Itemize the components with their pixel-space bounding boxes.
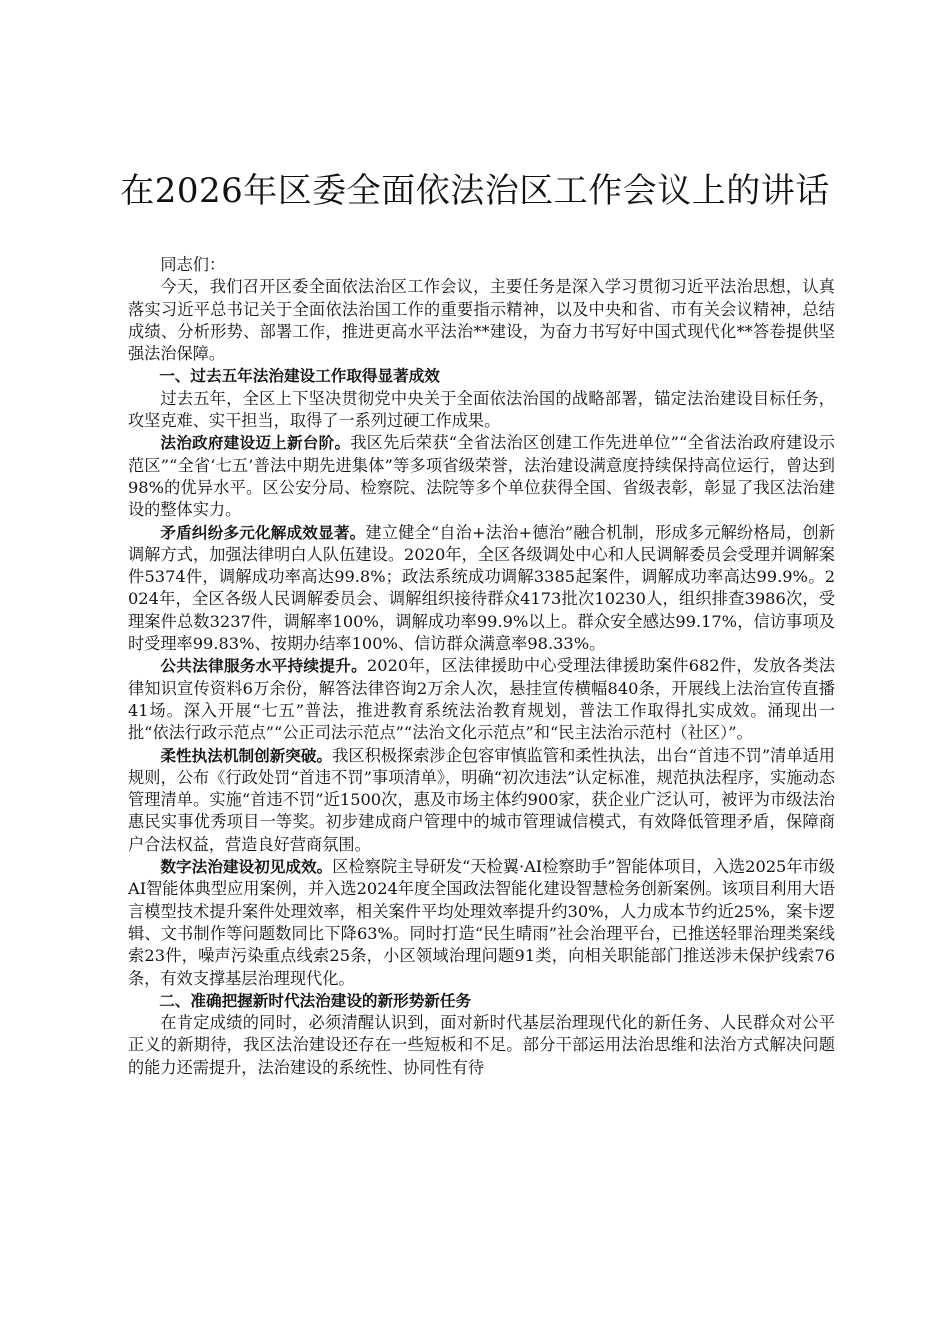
section-heading-1: 一、过去五年法治建设工作取得显著成效 xyxy=(159,367,440,386)
section-2-intro: 在肯定成绩的同时，必须清醒认识到，面对新时代基层治理现代化的新任务、人民群众对公平正义的新期待，我区法治建设还存在一些短板和不足。部分干部运用法治思维和法治方式解决问题的能力还需提升，法治建设的系统性、协同性有待 xyxy=(128,1013,835,1077)
paragraph-lead: 数字法治建设初见成效。 xyxy=(160,858,333,877)
paragraph-lead: 公共法律服务水平持续提升。 xyxy=(160,657,367,676)
document-title: 在2026年区委全面依法治区工作会议上的讲话 xyxy=(120,171,830,211)
achievement-paragraph-dispute-resolution xyxy=(128,522,835,656)
paragraph-text: 我区积极探索涉企包容审慎监管和柔性执法，出台“首违不罚”清单适用规则，公布《行政处罚“首违不罚”事项清单》，明确“初次违法”认定标准，规范执法程序，实施动态管理清单。实施“首违不罚”近1500次，惠及市场主体约900家，获企业广泛认可，被评为市级法治惠民实事优秀项目一等奖。初步建成商户管理中的城市管理诚信模式，有效降低管理矛盾，保障商户合法权益，营造良好营商氛围。 xyxy=(128,745,835,854)
paragraph-text: 2020年，区法律援助中心受理法律援助案件682件，发放各类法律知识宣传资料6万余份，解答法律咨询2万余人次，悬挂宣传横幅840条，开展线上法治宣传直播41场。深入开展“七五”普法，推进教育系统法治教育规划，普法工作取得扎实成效。涌现出一批“依法行政示范点”“公正司法示范点”“法治文化示范点”和“民主法治示范村（社区）”。 xyxy=(128,656,835,743)
paragraph-lead: 法治政府建设迈上新台阶。 xyxy=(160,434,351,453)
paragraph-lead: 矛盾纠纷多元化解成效显著。 xyxy=(160,523,366,542)
intro-paragraph: 今天，我们召开区委全面依法治区工作会议，主要任务是深入学习贯彻习近平法治思想，认真落实习近平总书记关于全面依法治国工作的重要指示精神，以及中央和省、市有关会议精神，总结成绩、分析形势、部署工作，推进更高水平法治**建设，为奋力书写好中国式现代化**答卷提供坚强法治保障。 xyxy=(128,277,835,364)
achievement-paragraph-legal-services xyxy=(128,655,835,744)
paragraph-text: 建立健全“自治+法治+德治”融合机制，形成多元解纷格局，创新调解方式，加强法律明白人队伍建设。2020年，全区各级调处中心和人民调解委员会受理并调解案件5374件，调解成功率高达99.8%；政法系统成功调解3385起案件，调解成功率高达99.9%。2024年，全区各级人民调解委员会、调解组织接待群众4173批次10230人，组织排查3986次，受理案件总数3237件，调解率100%，调解成功率99.9%以上。群众安全感达99.17%，信访事项及时受理率99.83%、按期办结率100%、信访群众满意率98.33%。 xyxy=(128,522,835,654)
paragraph-text: 我区先后荣获“全省法治区创建工作先进单位”“全省法治政府建设示范区”“全省‘七五’普法中期先进集体”等多项省级荣誉，法治建设满意度持续保持高位运行，曾达到98%的优异水平。区公安分局、检察院、法院等多个单位获得全国、省级表彰，彰显了我区法治建设的整体实力。 xyxy=(128,433,835,520)
section-heading-2: 二、准确把握新时代法治建设的新形势新任务 xyxy=(159,991,472,1010)
document-body xyxy=(128,254,835,1079)
achievement-paragraph-digital-law xyxy=(128,856,835,990)
section-1-intro: 过去五年，全区上下坚决贯彻党中央关于全面依法治国的战略部署，锚定法治建设目标任务，攻坚克难、实干担当，取得了一系列过硬工作成果。 xyxy=(128,388,835,431)
paragraph-text: 区检察院主导研发“天检翼·AI检察助手”智能体项目，入选2025年市级AI智能体典型应用案例，并入选2024年度全国政法智能化建设智慧检务创新案例。该项目利用大语言模型技术提升案件处理效率，相关案件平均处理效率提升约30%，人力成本节约近25%，案卡逻辑、文书制作等问题数同比下降63%。同时打造“民生晴雨”社会治理平台，已推送轻罪治理类案线索23件，噪声污染重点线索25条，小区领域治理问题91类，向相关职能部门推送涉未保护线索76条，有效支撑基层治理现代化。 xyxy=(128,857,835,988)
salutation: 同志们： xyxy=(160,255,226,274)
achievement-paragraph-law-government xyxy=(128,432,835,521)
achievement-paragraph-flexible-enforcement xyxy=(128,745,835,856)
paragraph-lead: 柔性执法机制创新突破。 xyxy=(160,746,333,765)
